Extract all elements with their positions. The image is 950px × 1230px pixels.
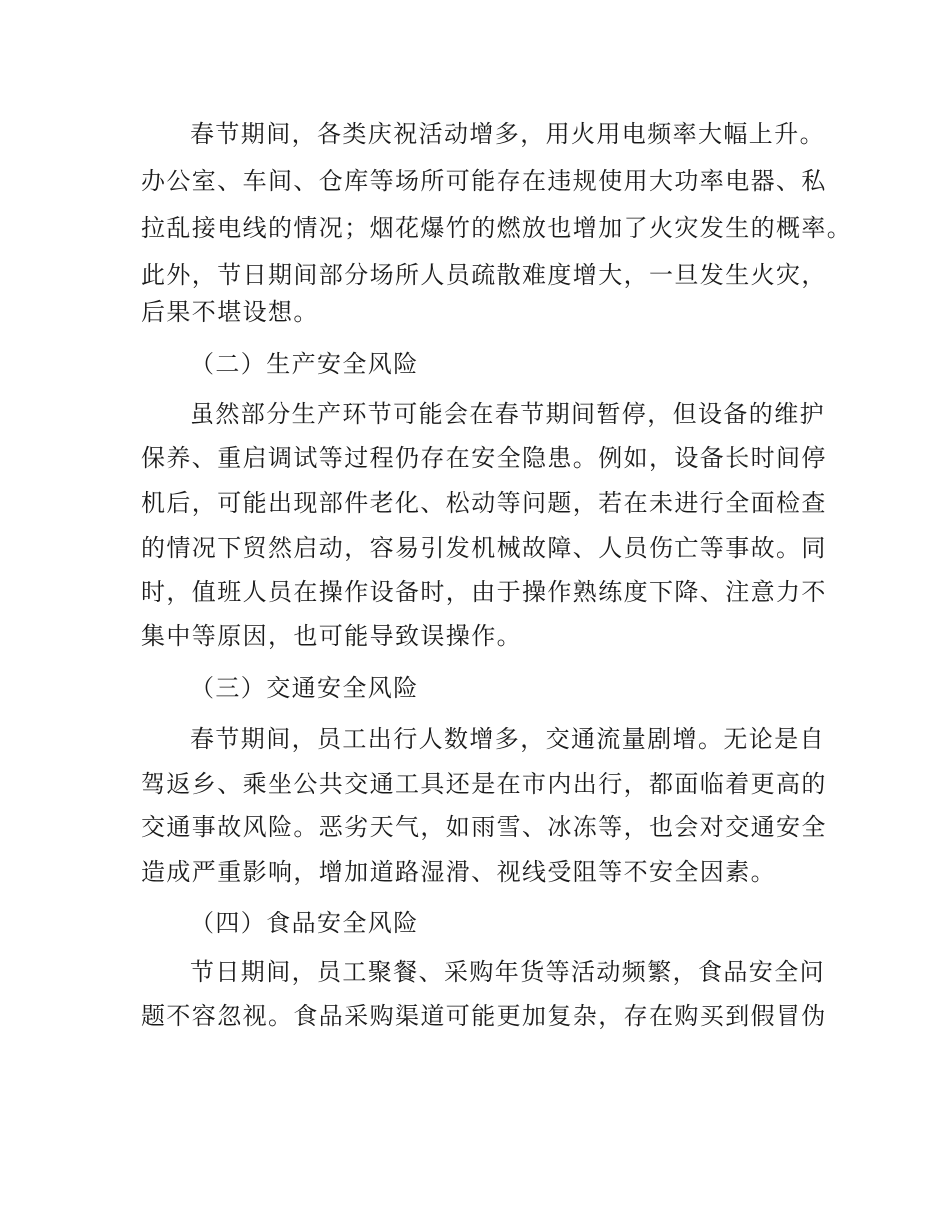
production-risk-paragraph-line: 时，值班人员在操作设备时，由于操作熟练度下降、注意力不 [141,578,827,606]
traffic-risk-paragraph-line: 交通事故风险。恶劣天气，如雨雪、冰冻等，也会对交通安全 [141,813,827,841]
production-risk-paragraph-line: 的情况下贸然启动，容易引发机械故障、人员伤亡等事故。同 [141,534,827,562]
section-heading-traffic-safety: （三）交通安全风险 [190,674,419,702]
food-risk-paragraph-line: 节日期间，员工聚餐、采购年货等活动频繁，食品安全问 [190,958,825,986]
fire-risk-paragraph-line: 春节期间，各类庆祝活动增多，用火用电频率大幅上升。 [190,120,825,148]
traffic-risk-paragraph-line: 造成严重影响，增加道路湿滑、视线受阻等不安全因素。 [141,858,776,886]
production-risk-paragraph-line: 虽然部分生产环节可能会在春节期间暂停，但设备的维护 [190,400,825,428]
production-risk-paragraph-line: 集中等原因，也可能导致误操作。 [141,622,522,650]
traffic-risk-paragraph-line: 春节期间，员工出行人数增多，交通流量剧增。无论是自 [190,725,825,753]
production-risk-paragraph-line: 机后，可能出现部件老化、松动等问题，若在未进行全面检查 [141,489,827,517]
production-risk-paragraph-line: 保养、重启调试等过程仍存在安全隐患。例如，设备长时间停 [141,444,827,472]
fire-risk-paragraph-line: 后果不堪设想。 [141,298,319,326]
traffic-risk-paragraph-line: 驾返乡、乘坐公共交通工具还是在市内出行，都面临着更高的 [141,770,827,798]
fire-risk-paragraph-line: 拉乱接电线的情况；烟花爆竹的燃放也增加了火灾发生的概率。 [141,214,853,242]
section-heading-production-safety: （二）生产安全风险 [190,350,419,378]
fire-risk-paragraph-line: 此外，节日期间部分场所人员疏散难度增大，一旦发生火灾， [141,261,827,289]
fire-risk-paragraph-line: 办公室、车间、仓库等场所可能存在违规使用大功率电器、私 [141,167,827,195]
section-heading-food-safety: （四）食品安全风险 [190,909,419,937]
food-risk-paragraph-line: 题不容忽视。食品采购渠道可能更加复杂，存在购买到假冒伪 [141,1002,827,1030]
